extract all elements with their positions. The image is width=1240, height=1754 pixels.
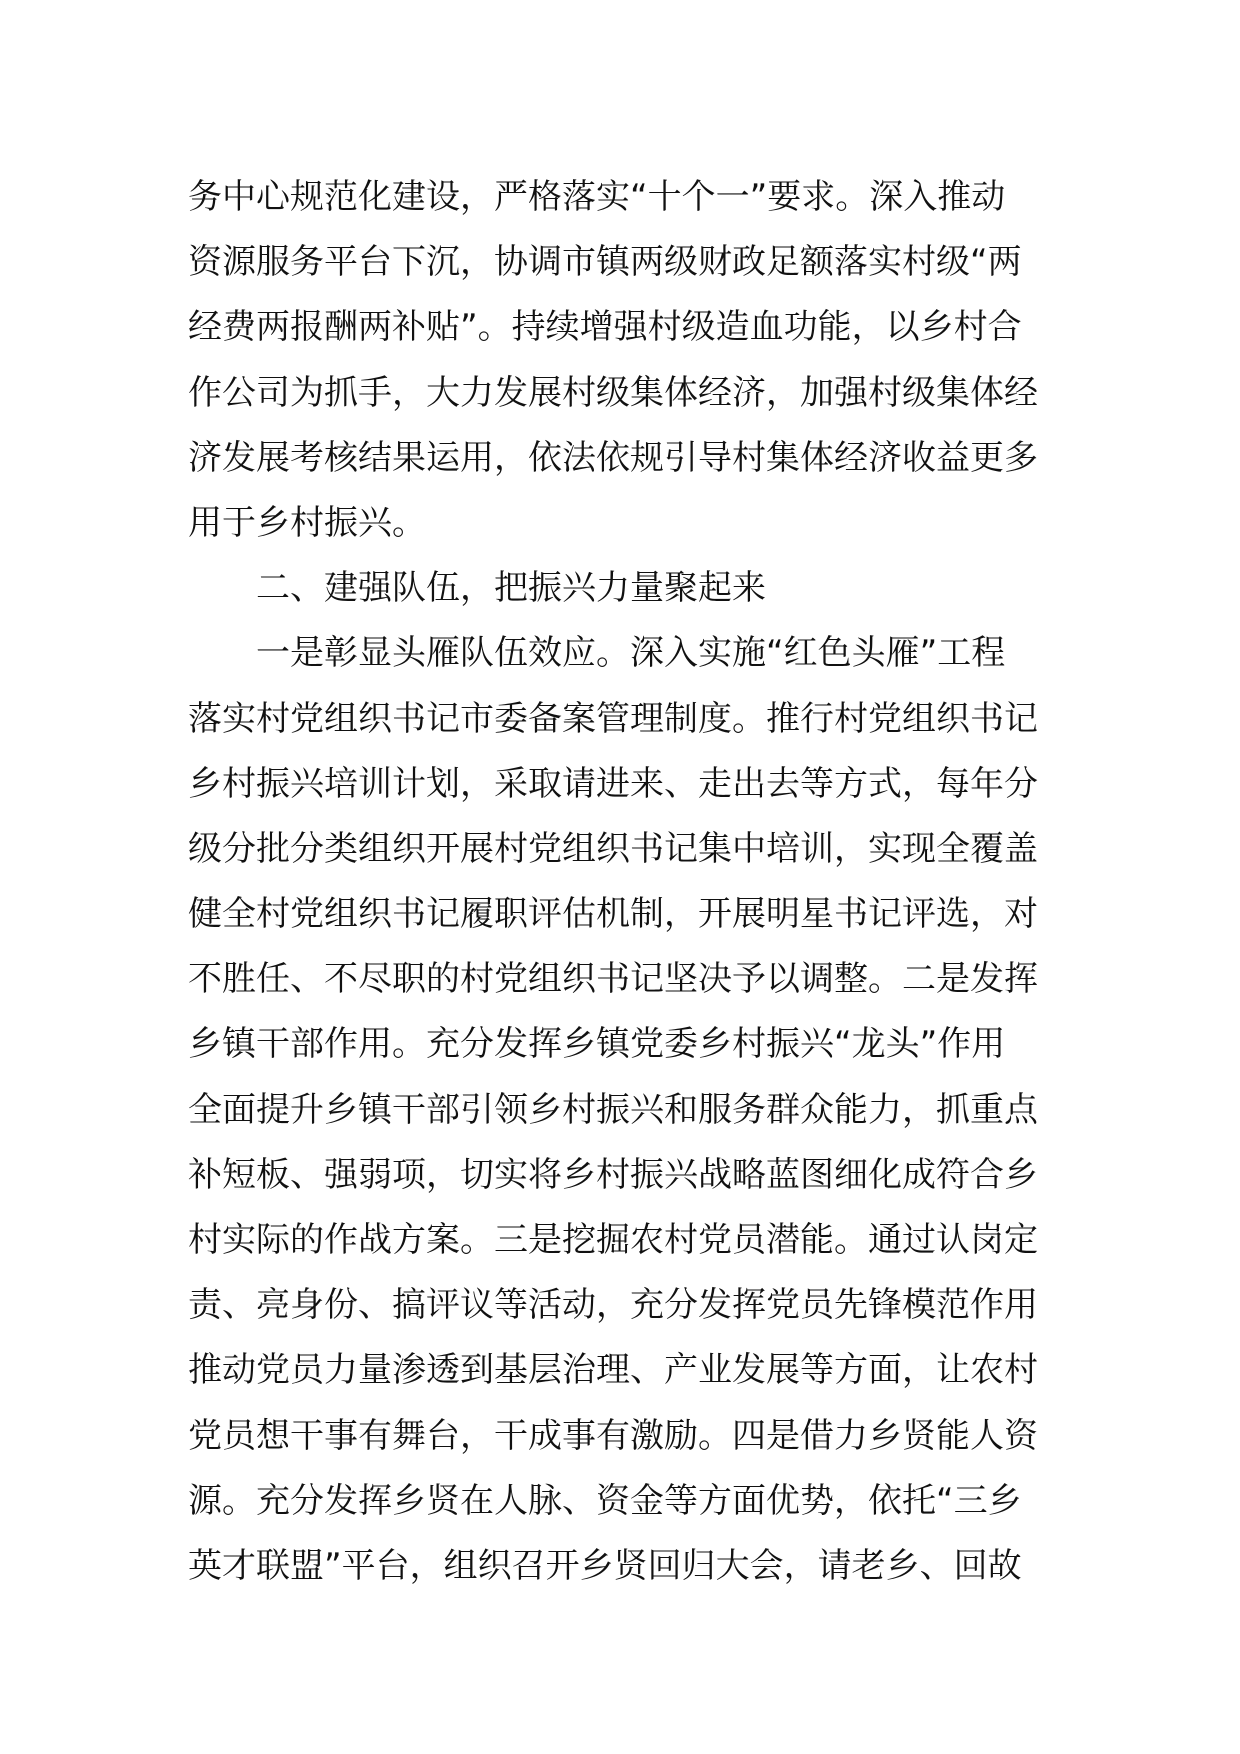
text-line: 英才联盟”平台，组织召开乡贤回归大会，请老乡、回故 xyxy=(188,1545,1022,1586)
text-line: 村实际的作战方案。三是挖掘农村党员潜能。通过认岗定 xyxy=(188,1220,1038,1260)
text-line: 乡镇干部作用。充分发挥乡镇党委乡村振兴“龙头”作用 xyxy=(188,1024,1006,1065)
text-line: 责、亮身份、搞评议等活动，充分发挥党员先锋模范作用 xyxy=(188,1285,1038,1326)
text-line: 资源服务平台下沉，协调市镇两级财政足额落实村级“两 xyxy=(188,242,1022,283)
text-line: 党员想干事有舞台，干成事有激励。四是借力乡贤能人资 xyxy=(188,1415,1038,1456)
paragraph-start-line: 一是彰显头雁队伍效应。深入实施“红色头雁”工程 xyxy=(256,633,1006,674)
text-line: 源。充分发挥乡贤在人脉、资金等方面优势，依托“三乡 xyxy=(188,1480,1022,1521)
text-line: 济发展考核结果运用，依法依规引导村集体经济收益更多 xyxy=(188,437,1038,478)
text-line: 经费两报酬两补贴”。持续增强村级造血功能，以乡村合 xyxy=(188,307,1022,348)
text-line: 用于乡村振兴。 xyxy=(188,502,426,543)
text-line: 推动党员力量渗透到基层治理、产业发展等方面，让农村 xyxy=(188,1350,1038,1391)
text-line: 补短板、强弱项，切实将乡村振兴战略蓝图细化成符合乡 xyxy=(188,1154,1038,1195)
text-line: 不胜任、不尽职的村党组织书记坚决予以调整。二是发挥 xyxy=(188,959,1038,1000)
text-line: 乡村振兴培训计划，采取请进来、走出去等方式，每年分 xyxy=(188,763,1038,804)
text-line: 健全村党组织书记履职评估机制，开展明星书记评选，对 xyxy=(188,894,1038,935)
document-body xyxy=(188,165,1068,1599)
section-heading: 二、建强队伍，把振兴力量聚起来 xyxy=(256,568,766,609)
text-line: 级分批分类组织开展村党组织书记集中培训，实现全覆盖 xyxy=(188,828,1038,869)
text-line: 落实村党组织书记市委备案管理制度。推行村党组织书记 xyxy=(188,698,1038,739)
text-line: 全面提升乡镇干部引领乡村振兴和服务群众能力，抓重点 xyxy=(188,1089,1038,1130)
text-line: 作公司为抓手，大力发展村级集体经济，加强村级集体经 xyxy=(188,372,1038,413)
text-line: 务中心规范化建设，严格落实“十个一”要求。深入推动 xyxy=(188,177,1006,217)
